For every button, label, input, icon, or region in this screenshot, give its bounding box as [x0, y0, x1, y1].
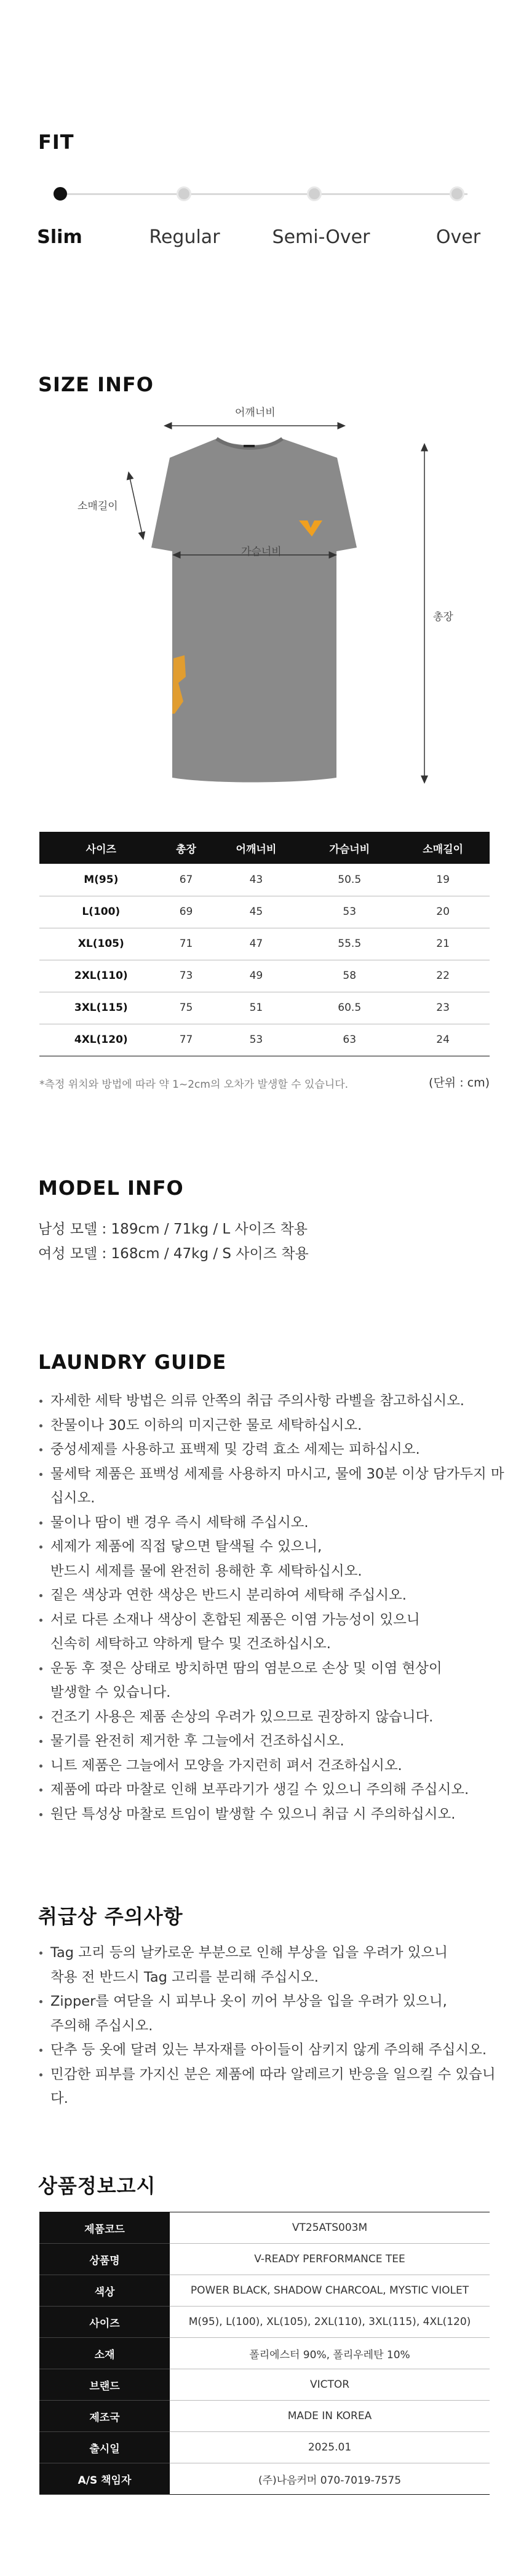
tshirt-illustration [0, 394, 529, 812]
list-item: 민감한 피부를 가지신 분은 제품에 따라 알레르기 반응을 일으킬 수 있습니다. [38, 2063, 506, 2111]
table-row [39, 960, 490, 992]
list-item: 자세한 세탁 방법은 의류 안쪽의 취급 주의사항 라벨을 참고하십시오. [38, 1389, 506, 1414]
size-diagram [0, 394, 529, 812]
list-item: 운동 후 젖은 상태로 방치하면 땀의 염분으로 손상 및 이염 현상이 발생할 수 있습니다. [38, 1657, 506, 1705]
cell-chest: 55.5 [303, 928, 396, 960]
fit-track [60, 193, 467, 195]
table-row [39, 2463, 490, 2495]
list-item: 제품에 따라 마찰로 인해 보푸라기가 생길 수 있으니 주의해 주십시오. [38, 1778, 506, 1803]
cell-length: 71 [163, 928, 210, 960]
model-info-female: 여성 모델 : 168cm / 47kg / S 사이즈 착용 [38, 1246, 309, 1262]
th-length: 총장 [163, 832, 210, 864]
chest-label: 가슴너비 [241, 546, 282, 558]
neck-label [244, 445, 255, 447]
model-info-title: MODEL INFO [38, 1176, 184, 1200]
info-key: 브랜드 [39, 2369, 170, 2401]
cell-size: M(95) [39, 864, 163, 896]
cell-shoulder: 43 [209, 864, 303, 896]
caution-title: 취급상 주의사항 [38, 1905, 183, 1928]
table-row [39, 2338, 490, 2369]
measurement-note: *측정 위치와 방법에 따라 약 1~2cm의 오차가 발생할 수 있습니다. [39, 1079, 349, 1091]
cell-shoulder: 51 [209, 992, 303, 1024]
th-sleeve: 소매길이 [396, 832, 490, 864]
cell-sleeve: 20 [396, 896, 490, 928]
list-item: 물세탁 제품은 표백성 세제를 사용하지 마시고, 물에 30분 이상 담가두지 마십시오. [38, 1462, 506, 1511]
fit-dot-regular [177, 186, 191, 201]
info-value: 2025.01 [170, 2432, 490, 2463]
table-row [39, 896, 490, 928]
cell-sleeve: 21 [396, 928, 490, 960]
size-info-title: SIZE INFO [38, 373, 154, 396]
cell-chest: 58 [303, 960, 396, 992]
cell-chest: 50.5 [303, 864, 396, 896]
cell-sleeve: 23 [396, 992, 490, 1024]
info-value: V-READY PERFORMANCE TEE [170, 2244, 490, 2275]
info-value: (주)나음커머 070-7019-7575 [170, 2463, 490, 2495]
list-item: 건조기 사용은 제품 손상의 우려가 있으므로 권장하지 않습니다. [38, 1705, 506, 1730]
fit-label-semi-over: Semi-Over [272, 226, 370, 248]
info-value: M(95), L(100), XL(105), 2XL(110), 3XL(115), 4XL(120) [170, 2307, 490, 2338]
info-key: 색상 [39, 2275, 170, 2307]
table-row [39, 2307, 490, 2338]
list-item: 세제가 제품에 직접 닿으면 탈색될 수 있으니, 반드시 세제를 물에 완전히 용해한 후 세탁하십시오. [38, 1535, 506, 1584]
table-row [39, 864, 490, 896]
fit-title: FIT [38, 130, 74, 154]
fit-dot-over [450, 186, 464, 201]
table-row [39, 2275, 490, 2307]
table-row [39, 1024, 490, 1056]
cell-shoulder: 47 [209, 928, 303, 960]
table-row [39, 928, 490, 960]
list-item: 서로 다른 소재나 색상이 혼합된 제품은 이염 가능성이 있으니 신속히 세탁하고 약하게 탈수 및 건조하십시오. [38, 1608, 506, 1657]
cell-sleeve: 24 [396, 1024, 490, 1056]
cell-chest: 53 [303, 896, 396, 928]
fit-label-slim: Slim [37, 226, 82, 248]
info-value: VICTOR [170, 2369, 490, 2401]
cell-shoulder: 49 [209, 960, 303, 992]
cell-size: 4XL(120) [39, 1024, 163, 1056]
model-info-male: 남성 모델 : 189cm / 71kg / L 사이즈 착용 [38, 1221, 308, 1237]
cell-shoulder: 45 [209, 896, 303, 928]
list-item: Zipper를 여닫을 시 피부나 옷이 끼어 부상을 입을 우려가 있으니, 주의해 주십시오. [38, 1990, 506, 2038]
list-item: 중성세제를 사용하고 표백제 및 강력 효소 세제는 피하십시오. [38, 1438, 506, 1462]
table-row [39, 2369, 490, 2401]
info-value: POWER BLACK, SHADOW CHARCOAL, MYSTIC VIOLET [170, 2275, 490, 2307]
list-item: Tag 고리 등의 날카로운 부분으로 인해 부상을 입을 우려가 있으니 착용 전 반드시 Tag 고리를 분리해 주십시오. [38, 1941, 506, 1990]
product-info-title: 상품정보고시 [38, 2174, 156, 2198]
cell-length: 73 [163, 960, 210, 992]
cell-size: L(100) [39, 896, 163, 928]
laundry-guide-title: LAUNDRY GUIDE [38, 1350, 227, 1374]
list-item: 물기를 완전히 제거한 후 그늘에서 건조하십시오. [38, 1729, 506, 1754]
shoulder-label: 어깨너비 [235, 407, 276, 419]
list-item: 단추 등 옷에 달려 있는 부자재를 아이들이 삼키지 않게 주의해 주십시오. [38, 2038, 506, 2063]
list-item: 물이나 땀이 밴 경우 즉시 세탁해 주십시오. [38, 1511, 506, 1536]
cell-size: XL(105) [39, 928, 163, 960]
list-item: 니트 제품은 그늘에서 모양을 가지런히 펴서 건조하십시오. [38, 1754, 506, 1779]
cell-sleeve: 19 [396, 864, 490, 896]
cell-chest: 60.5 [303, 992, 396, 1024]
table-row [39, 2212, 490, 2244]
info-value: 폴리에스터 90%, 폴리우레탄 10% [170, 2338, 490, 2369]
list-item: 짙은 색상과 연한 색상은 반드시 분리하여 세탁해 주십시오. [38, 1584, 506, 1608]
info-key: 출시일 [39, 2432, 170, 2463]
cell-length: 75 [163, 992, 210, 1024]
table-row [39, 2244, 490, 2275]
info-key: 사이즈 [39, 2307, 170, 2338]
cell-length: 77 [163, 1024, 210, 1056]
table-row [39, 992, 490, 1024]
unit-label: (단위 : cm) [429, 1076, 490, 1090]
table-row [39, 2432, 490, 2463]
fit-dot-slim [54, 187, 67, 201]
th-shoulder: 어깨너비 [209, 832, 303, 864]
sleeve-label: 소매길이 [78, 500, 118, 512]
cell-size: 3XL(115) [39, 992, 163, 1024]
cell-size: 2XL(110) [39, 960, 163, 992]
size-table-header [39, 832, 490, 864]
caution-list [38, 1941, 506, 2111]
product-info-table [39, 2212, 490, 2495]
fit-label-regular: Regular [149, 226, 220, 248]
info-key: 제품코드 [39, 2212, 170, 2244]
size-table [39, 832, 490, 1056]
info-key: A/S 책임자 [39, 2463, 170, 2495]
table-row [39, 2401, 490, 2432]
cell-chest: 63 [303, 1024, 396, 1056]
fit-label-over: Over [436, 226, 481, 248]
cell-shoulder: 53 [209, 1024, 303, 1056]
laundry-list [38, 1389, 506, 1827]
tshirt-body [151, 439, 357, 783]
cell-length: 67 [163, 864, 210, 896]
info-key: 소재 [39, 2338, 170, 2369]
th-size: 사이즈 [39, 832, 163, 864]
info-value: MADE IN KOREA [170, 2401, 490, 2432]
list-item: 찬물이나 30도 이하의 미지근한 물로 세탁하십시오. [38, 1414, 506, 1438]
cell-sleeve: 22 [396, 960, 490, 992]
info-key: 제조국 [39, 2401, 170, 2432]
th-chest: 가슴너비 [303, 832, 396, 864]
info-key: 상품명 [39, 2244, 170, 2275]
cell-length: 69 [163, 896, 210, 928]
length-label: 총장 [433, 611, 453, 623]
info-value: VT25ATS003M [170, 2212, 490, 2244]
fit-dot-semi-over [307, 186, 322, 201]
list-item: 원단 특성상 마찰로 트임이 발생할 수 있으니 취급 시 주의하십시오. [38, 1803, 506, 1827]
